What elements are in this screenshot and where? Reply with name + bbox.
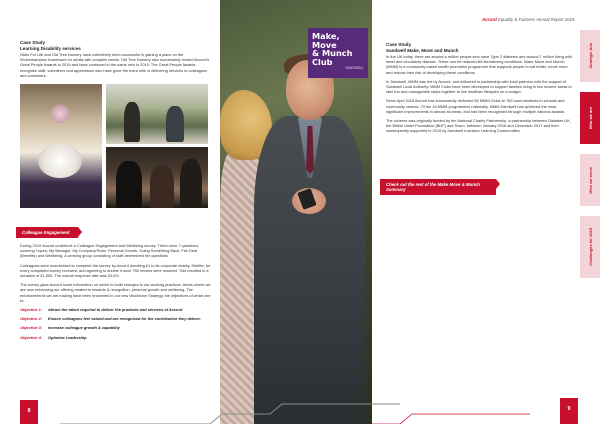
summary-link[interactable]: Check out the rest of the Make Move & Munch Summary — [380, 179, 496, 195]
left-page — [0, 0, 220, 424]
objective-label: Objective 3: — [20, 325, 43, 331]
objective-row — [20, 325, 212, 330]
engagement-paragraph: During 2019 Accord undertook a Colleague Engagement and Wellbeing survey. There were 7 questions, covering Topics; My Manager, My Company/Team, Personal Growth, Going Something Back, Fair Deal (Benefits) and Wellbeing. A working group consisting of staff determined the questions. — [20, 243, 200, 259]
objective-label: Objective 1: — [20, 307, 43, 313]
logo-line: Make, — [312, 31, 340, 41]
header-title: Equality & Fairness Annual Report 2019 — [498, 17, 575, 22]
logo-line: & Munch — [312, 48, 353, 59]
objectives-list — [20, 307, 212, 340]
case-study-paragraph: In Sandwell, MMM was led by Accord, and delivered in partnership with local partners with the support of Sandwell Local Authority. MMM Clubs have been developed to support families living in low income areas to take fun and manageable steps together to live healthier lifestyles on a budget. — [386, 78, 572, 95]
case-study-text: Skills For Life and Old Tree Nursery have collectively been successful in gaining a place on the Wolverhampton framework for adults with complex needs. Old Tree Nursery also successfully hosted Accord's Great People Awards in 2018 and have continued in the same vein in 2019. The Great People Awards recognise staff, volunteers and apprentices who have gone the extra mile in delivering services to colleagues and customers. — [20, 52, 210, 78]
case-study-paragraph: Since April 2016 Accord has successfully delivered 50 MMM Clubs to 769 local residents in schools and community venues. Of the 16 MMM programmes nationally, MMM Sandwell has achieved the most significant improvements in almost all areas, and has been recognised through multiple national awards. — [386, 98, 566, 114]
report-header — [482, 17, 574, 22]
objective-text: Increase colleague growth & capability — [48, 325, 120, 331]
logo-subtitle: SANDWELL — [345, 66, 364, 70]
objective-text: Attract the talent required to deliver the products and services of Accord — [48, 307, 183, 313]
mmm-event-photo — [220, 0, 372, 424]
person-figure — [116, 161, 142, 208]
side-tab-label: Challenges for 2019 — [587, 228, 593, 266]
mmm-case-study — [386, 42, 572, 138]
logo-line: Club — [312, 56, 333, 67]
colleague-engagement-tag: Colleague Engagement — [16, 227, 78, 238]
right-page — [372, 0, 600, 424]
garden-event-photo — [106, 84, 208, 144]
side-tab-label: Who we are — [587, 106, 593, 130]
case-study-paragraph: In the UK today, there are around a million people who have Type 2 diabetes and around 7 million living with heart and circulatory disease. These can be reduced life-threatening conditions. Make Move and Munch (MMM) is a community based health promotion programme that supports people to eat better, move more and reduce their risk of developing these conditions. — [386, 54, 572, 75]
flower-decoration — [50, 104, 70, 124]
person-figure — [124, 102, 140, 142]
make-move-munch-logo — [308, 28, 368, 78]
objective-row — [20, 307, 212, 312]
objective-label: Objective 2: — [20, 316, 43, 322]
objective-text: Ensure colleagues feel valued and are recognised for the contribution they deliver. — [48, 316, 201, 322]
case-study-paragraph: The scheme was originally funded by the National Charity Partnership, a partnership between Diabetes UK, the British Heart Foundation (BHF) and Tesco, between January 2016 and December 2017 and then subsequently supported in 2019 by Sandwell Inclusion Learning Communities. — [386, 118, 571, 134]
case-study-heading: Case Study — [386, 42, 412, 47]
objective-label: Objective 4: — [20, 334, 43, 340]
objective-row — [20, 335, 212, 340]
person-figure — [166, 106, 184, 142]
objective-row — [20, 316, 212, 321]
objective-text: Optimise Leadership — [48, 334, 87, 340]
man-figure — [246, 56, 366, 424]
case-study-heading: Case Study — [20, 40, 46, 45]
side-tab-challenges[interactable] — [580, 216, 600, 278]
side-tab-strategic-aim[interactable] — [580, 30, 600, 82]
plate-shape — [38, 144, 82, 178]
page-number-right: 9 — [560, 398, 578, 424]
case-study-subheading: Learning Disability services — [20, 46, 81, 51]
case-study-subheading: Sandwell Make, Move and Munch — [386, 48, 459, 53]
person-figure — [150, 165, 174, 208]
logo-line: Move — [312, 39, 337, 50]
side-tab-who-we-are[interactable] — [580, 92, 600, 144]
side-tab-label: Strategic Aim — [587, 43, 593, 69]
page-number-left: 8 — [20, 400, 38, 424]
logo-text — [312, 32, 366, 66]
event-photo-grid — [20, 84, 208, 210]
award-dinner-photo — [20, 84, 102, 208]
engagement-paragraph: The survey gave Accord some information on which to build changes to our working practices. Areas where we are now enhancing our offering related to rewards & recognition, personal growth and wellbeing. The enhancements we are making have been enshrined in our new Workforce Strategy, the objectives of which are to: — [20, 282, 211, 303]
learning-disability-case-study — [20, 40, 210, 78]
person-figure — [180, 159, 202, 208]
engagement-paragraph: Colleagues were incentivised to complete the survey by Accord donating £1 to its corporate charity, Shelter, for every completed survey received, and agreeing to double it once 750 returns were reached. This resulted in a donation of £1,500. The overall response rate was 53.4%. — [20, 262, 211, 279]
side-tab-label: Who we serve — [587, 166, 593, 194]
header-brand: Accord — [482, 17, 497, 22]
side-tab-who-we-serve[interactable] — [580, 154, 600, 206]
section-side-tabs — [580, 30, 600, 280]
engagement-section — [20, 243, 212, 344]
awards-ceremony-photo — [106, 147, 208, 208]
